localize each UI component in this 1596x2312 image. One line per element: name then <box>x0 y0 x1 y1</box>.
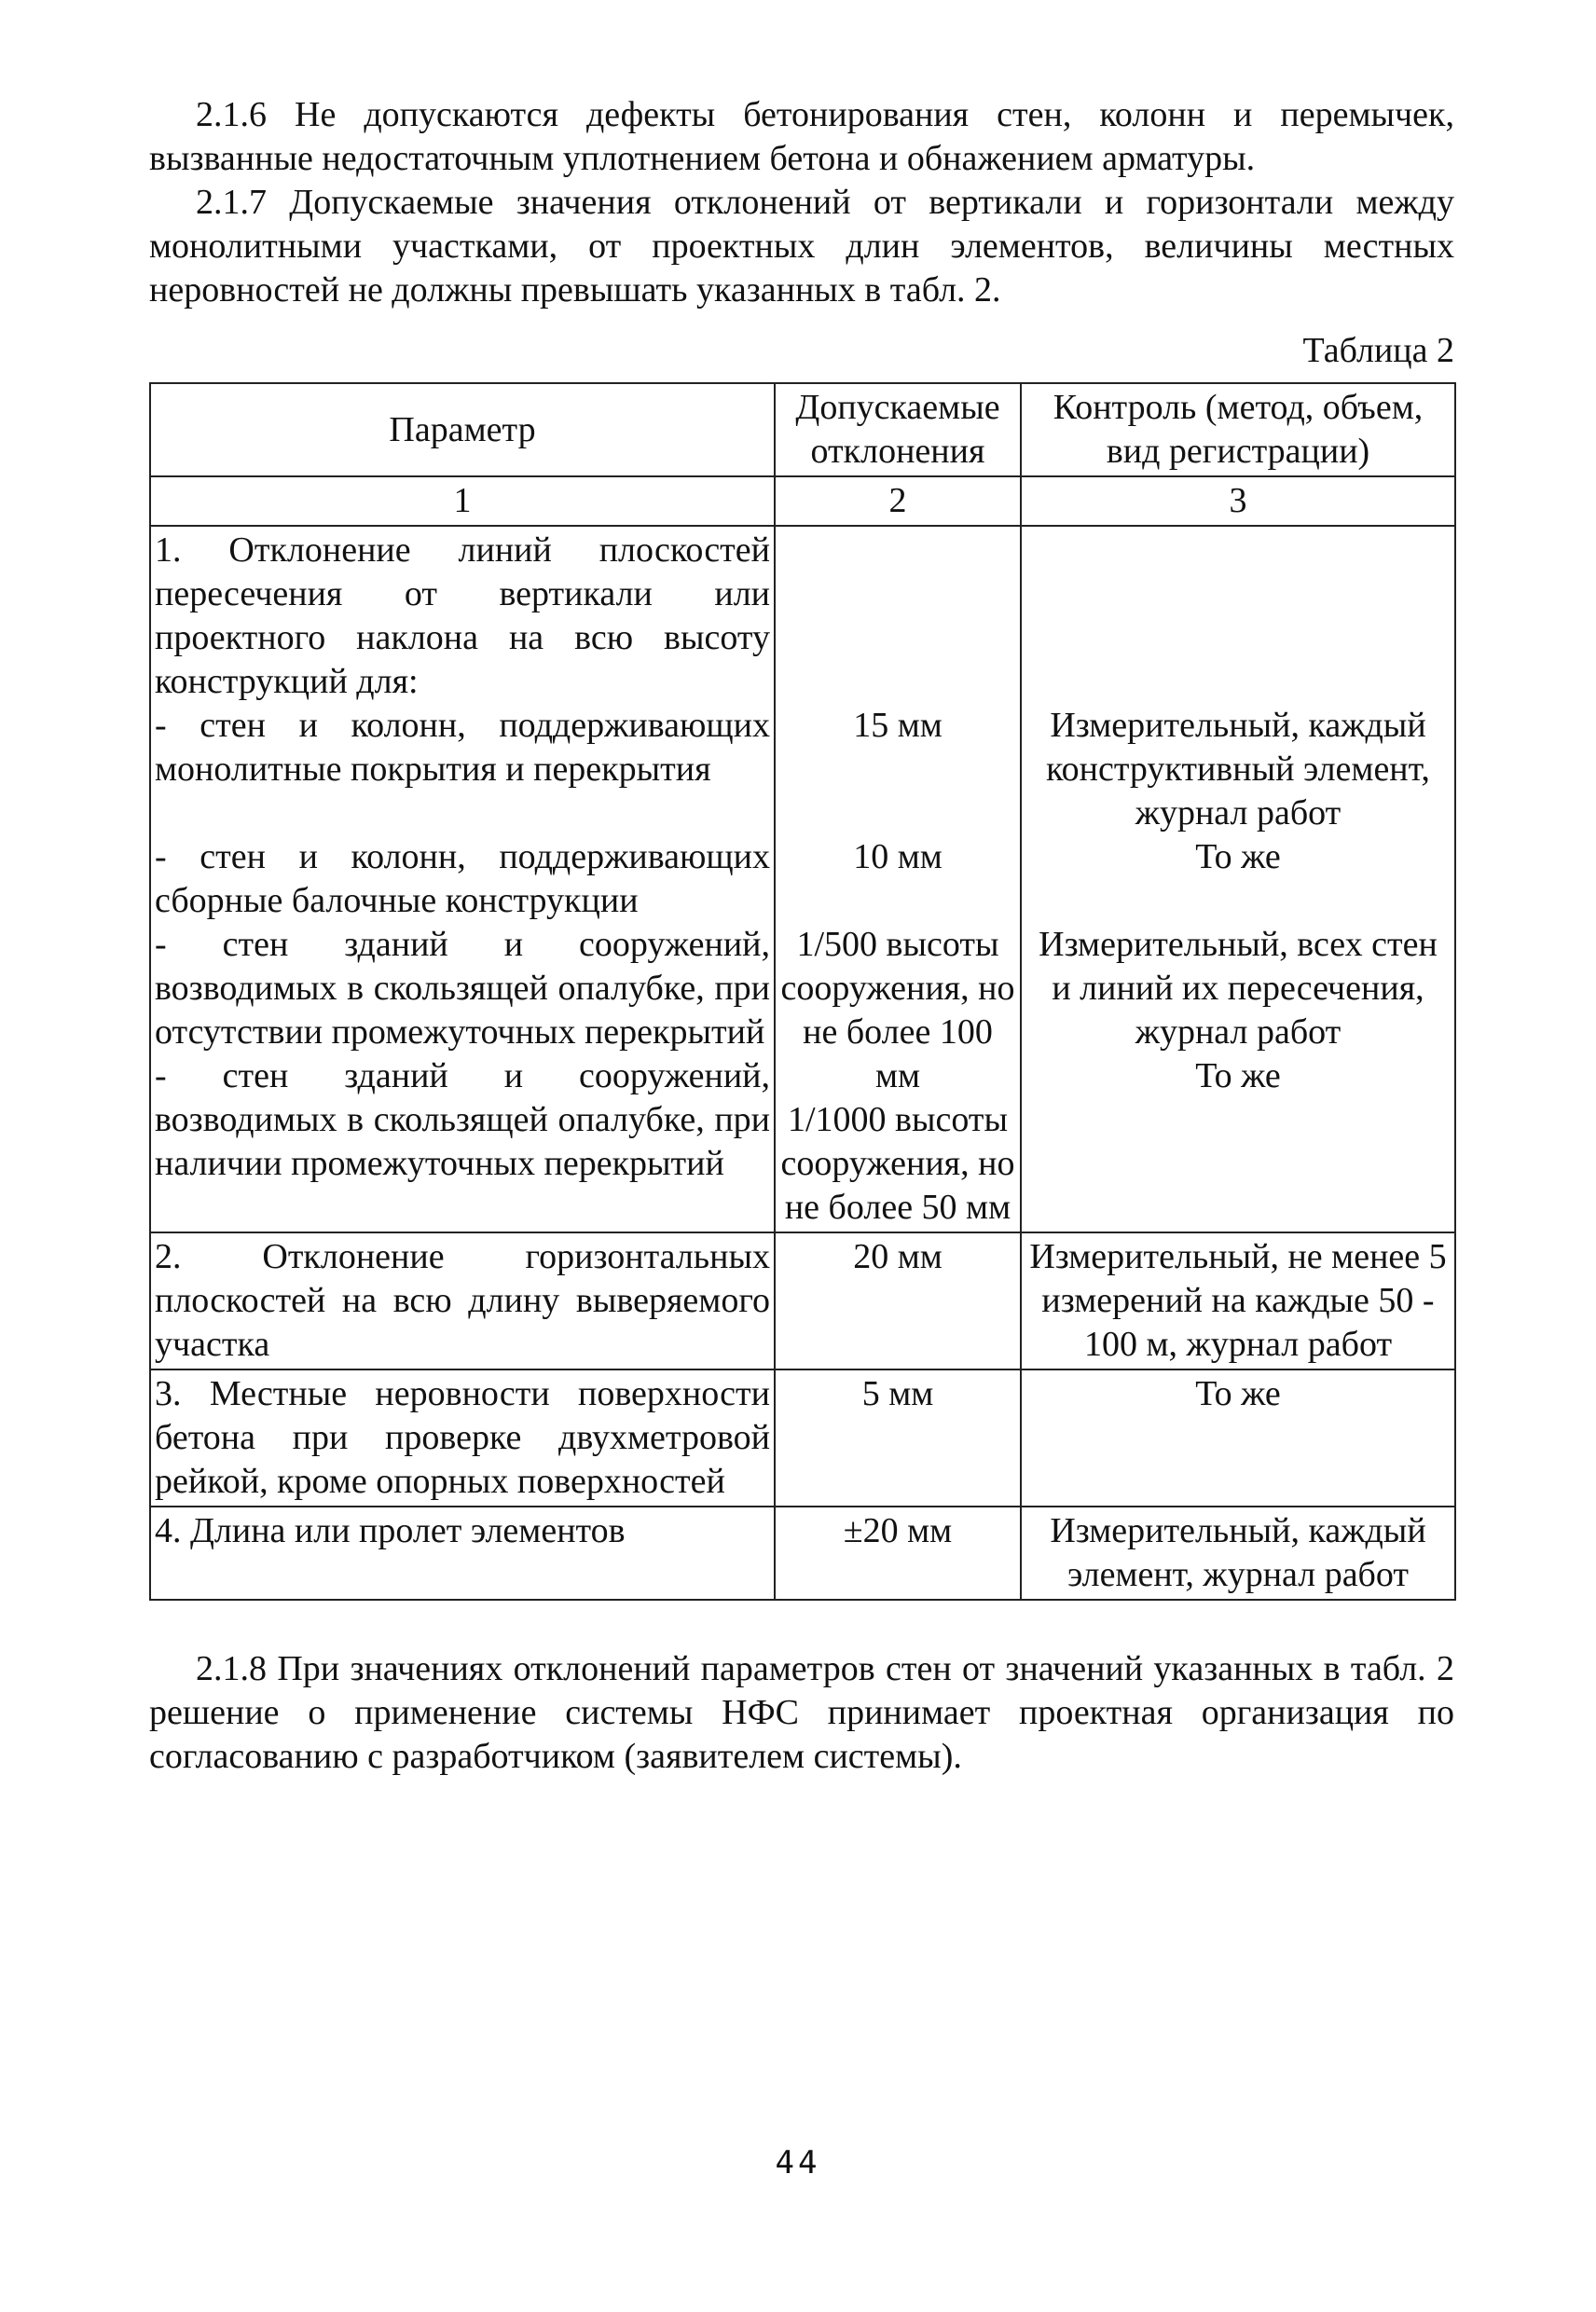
row2-parameter: 2. Отклонение горизонтальных плоскостей на всю длину выверяемого участка <box>150 1232 775 1369</box>
row3-deviation: 5 мм <box>775 1369 1021 1507</box>
document-page <box>149 93 1454 1779</box>
row1-b-parameter: - стен и колонн, поддерживающих сборные балочные конструкции <box>155 837 770 920</box>
header-parameter: Параметр <box>150 383 775 476</box>
row1-b-deviation: 10 мм <box>853 837 942 876</box>
row2-deviation: 20 мм <box>775 1232 1021 1369</box>
table-row <box>150 1232 1455 1369</box>
row3-control: То же <box>1021 1369 1455 1507</box>
row1-control-cell <box>1021 526 1455 1232</box>
row4-deviation: ±20 мм <box>775 1507 1021 1600</box>
row1-c-parameter: - стен зданий и сооружений, возводимых в скользящей опалубке, при отсутствии промежуточных перекрытий <box>155 925 770 1052</box>
table-caption: Таблица 2 <box>1302 331 1454 370</box>
header-control: Контроль (метод, объем, вид регистрации) <box>1021 383 1455 476</box>
row4-parameter: 4. Длина или пролет элементов <box>150 1507 775 1600</box>
row1-a-parameter: - стен и колонн, поддерживающих монолитные покрытия и перекрытия <box>155 706 770 789</box>
table-row <box>150 1507 1455 1600</box>
column-number: 3 <box>1021 476 1455 526</box>
column-number: 1 <box>150 476 775 526</box>
paragraph-2-1-6: 2.1.6 Не допускаются дефекты бетонирования стен, колонн и перемычек, вызванные недостаточным уплотнением бетона и обнажением арматуры. <box>149 95 1454 178</box>
row2-control: Измерительный, не менее 5 измерений на каждые 50 - 100 м, журнал работ <box>1021 1232 1455 1369</box>
row3-parameter: 3. Местные неровности поверхности бетона при проверке двухметровой рейкой, кроме опорных поверхностей <box>150 1369 775 1507</box>
row1-d-deviation: 1/1000 высоты сооружения, но не более 50 мм <box>780 1100 1015 1227</box>
row1-d-parameter: - стен зданий и сооружений, возводимых в скользящей опалубке, при наличии промежуточных перекрытий <box>155 1056 770 1183</box>
table-row <box>150 1369 1455 1507</box>
header-deviation: Допускаемые отклонения <box>775 383 1021 476</box>
row1-c-control: Измерительный, всех стен и линий их пересечения, журнал работ <box>1039 925 1438 1052</box>
row4-control: Измерительный, каждый элемент, журнал работ <box>1021 1507 1455 1600</box>
row1-parameter-cell <box>150 526 775 1232</box>
page-number: 44 <box>775 2144 821 2181</box>
row1-a-deviation: 15 мм <box>853 706 942 745</box>
row1-c-deviation: 1/500 высоты сооружения, но не более 100 мм <box>780 925 1015 1095</box>
table-column-numbers-row <box>150 476 1455 526</box>
table-header-row <box>150 383 1455 476</box>
paragraph-2-1-7: 2.1.7 Допускаемые значения отклонений от вертикали и горизонтали между монолитными участками, от проектных длин элементов, величины местных неровностей не должны превышать указанных в табл. 2. <box>149 183 1454 310</box>
deviation-table <box>149 382 1456 1601</box>
row1-deviation-cell <box>775 526 1021 1232</box>
table-row <box>150 526 1455 1232</box>
row1-intro: 1. Отклонение линий плоскостей пересечения от вертикали или проектного наклона на всю высоту конструкций для: <box>155 530 770 701</box>
row1-b-control: То же <box>1195 837 1281 876</box>
column-number: 2 <box>775 476 1021 526</box>
row1-a-control: Измерительный, каждый конструктивный элемент, журнал работ <box>1046 706 1430 833</box>
paragraph-2-1-8: 2.1.8 При значениях отклонений параметров стен от значений указанных в табл. 2 решение о применение системы НФС принимает проектная организация по согласованию с разработчиком (заявителем системы). <box>149 1649 1454 1776</box>
row1-d-control: То же <box>1195 1056 1281 1095</box>
